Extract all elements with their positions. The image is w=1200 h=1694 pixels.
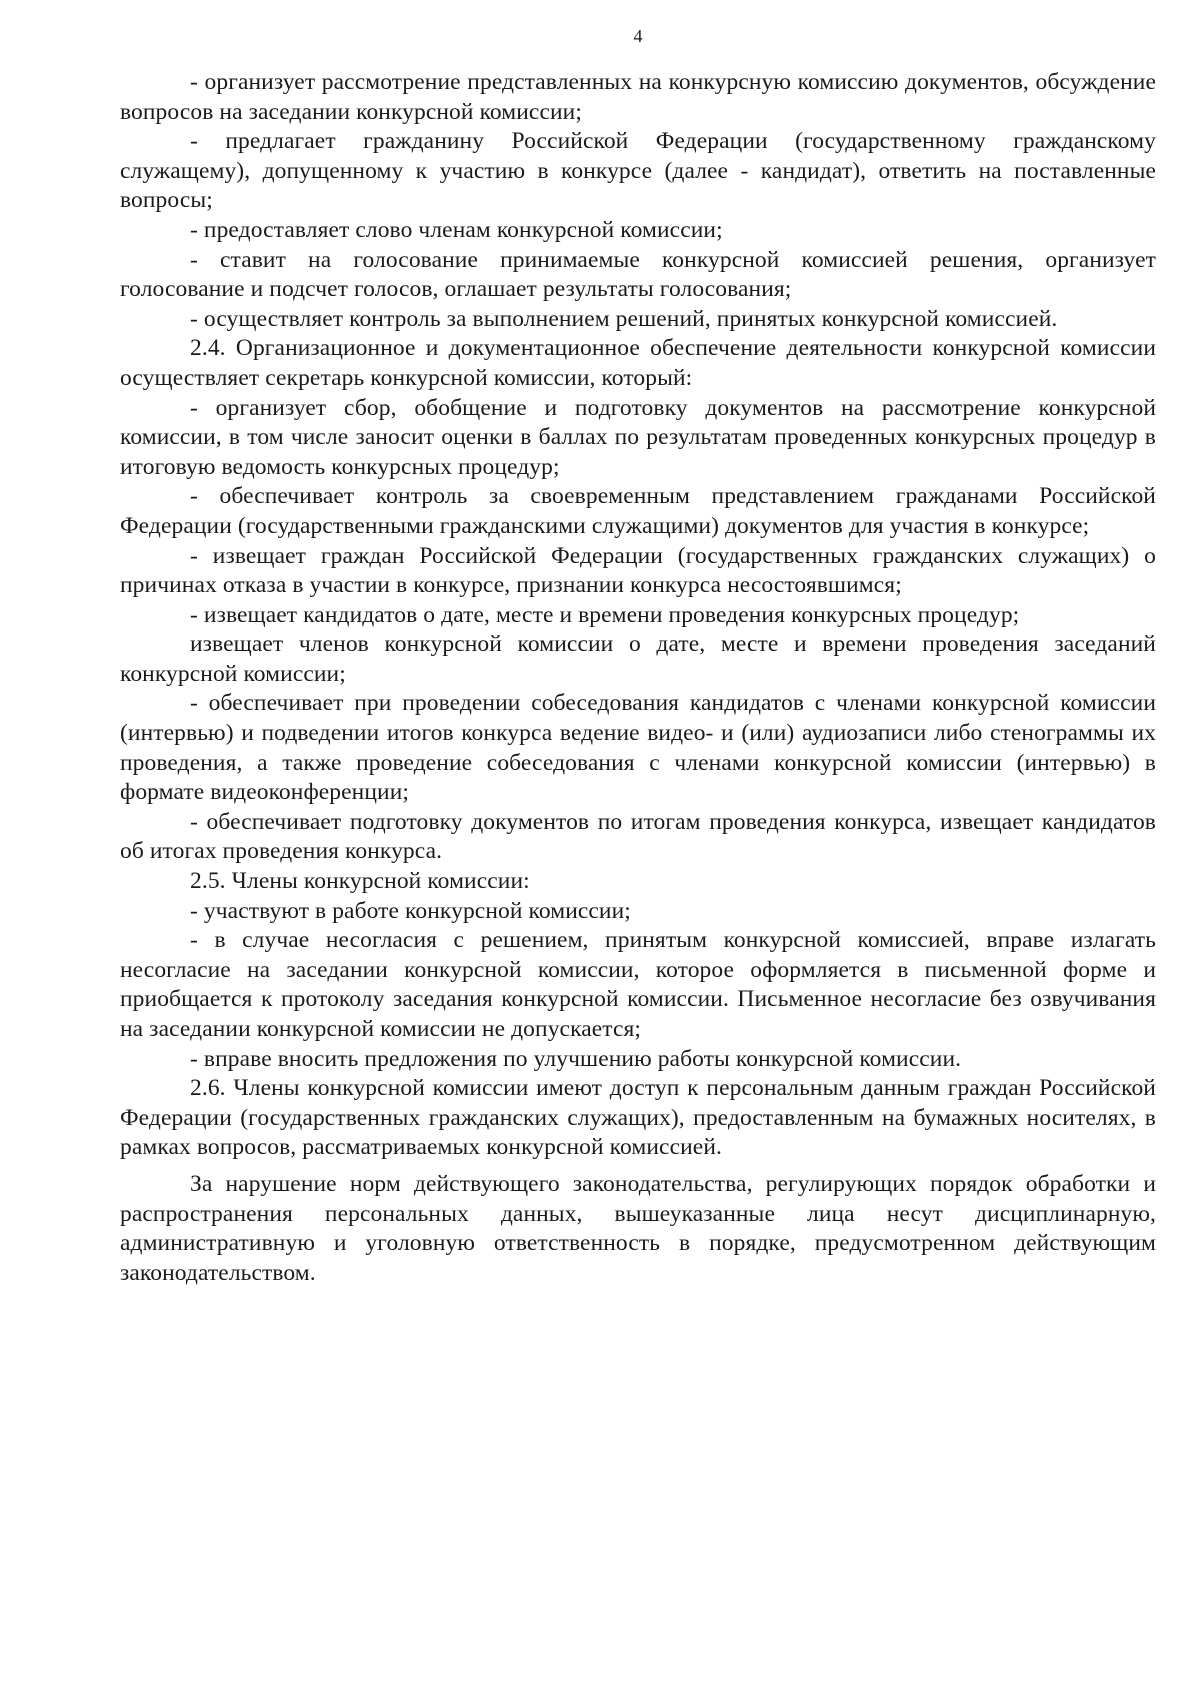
- paragraph: - обеспечивает контроль за своевременным представлением гражданами Российской Федерации (государственными гражданскими служащими) документов для участия в конкурсе;: [120, 483, 1156, 539]
- paragraph: - предлагает гражданину Российской Федерации (государственному гражданскому служащему), допущенному к участию в конкурсе (далее - кандидат), ответить на поставленные вопросы;: [120, 128, 1156, 214]
- paragraph: - ставит на голосование принимаемые конкурсной комиссией решения, организует голосование и подсчет голосов, оглашает результаты голосования;: [120, 246, 1156, 303]
- paragraph: - обеспечивает подготовку документов по итогам проведения конкурса, извещает кандидатов об итогах проведения конкурса.: [120, 808, 1156, 865]
- paragraph: - предоставляет слово членам конкурсной комиссии;: [190, 216, 723, 243]
- paragraph: - извещает граждан Российской Федерации (государственных гражданских служащих) о причинах отказа в участии в конкурсе, признании конкурса несостоявшимся;: [120, 542, 1156, 599]
- paragraph: - организует рассмотрение представленных на конкурсную комиссию документов, обсуждение вопросов на заседании конкурсной комиссии;: [120, 69, 1156, 125]
- paragraph-section-2-6: 2.6. Члены конкурсной комиссии имеют доступ к персональным данным граждан Российской Федерации (государственных гражданских служащих), предоставленным на бумажных носителях, в рамках вопросов, рассматриваемых конкурсной комиссией.: [120, 1075, 1156, 1161]
- paragraph: извещает членов конкурсной комиссии о дате, месте и времени проведения заседаний конкурсной комиссии;: [120, 631, 1156, 687]
- page-number: 4: [633, 26, 643, 46]
- paragraph: - участвуют в работе конкурсной комиссии;: [190, 897, 631, 924]
- paragraph: - организует сбор, обобщение и подготовку документов на рассмотрение конкурсной комиссии, в том числе заносит оценки в баллах по результатам проведенных конкурсных процедур в итоговую ведомость конкурсных процедур;: [120, 394, 1156, 480]
- paragraph: - извещает кандидатов о дате, месте и времени проведения конкурсных процедур;: [190, 601, 1020, 628]
- paragraph-section-2-4: 2.4. Организационное и документационное обеспечение деятельности конкурсной комиссии осуществляет секретарь конкурсной комиссии, который:: [120, 335, 1156, 391]
- paragraph-section-2-5: 2.5. Члены конкурсной комиссии:: [190, 868, 530, 895]
- paragraph-liability: За нарушение норм действующего законодательства, регулирующих порядок обработки и распространения персональных данных, вышеуказанные лица несут дисциплинарную, административную и уголовную ответственность в порядке, предусмотренном действующим законодательством.: [120, 1170, 1156, 1286]
- paragraph: - в случае несогласия с решением, принятым конкурсной комиссией, вправе излагать несогласие на заседании конкурсной комиссии, которое оформляется в письменной форме и приобщается к протоколу заседания конкурсной комиссии. Письменное несогласие без озвучивания на заседании конкурсной комиссии не допускается;: [120, 927, 1156, 1042]
- document-body: [120, 68, 1156, 1288]
- paragraph: - обеспечивает при проведении собеседования кандидатов с членами конкурсной комиссии (интервью) и подведении итогов конкурса ведение видео- и (или) аудиозаписи либо стенограммы их проведения, а также проведение собеседования с членами конкурсной комиссии (интервью) в формате видеоконференции;: [120, 690, 1156, 806]
- paragraph: - вправе вносить предложения по улучшению работы конкурсной комиссии.: [190, 1045, 962, 1072]
- paragraph: - осуществляет контроль за выполнением решений, принятых конкурсной комиссией.: [190, 305, 1058, 332]
